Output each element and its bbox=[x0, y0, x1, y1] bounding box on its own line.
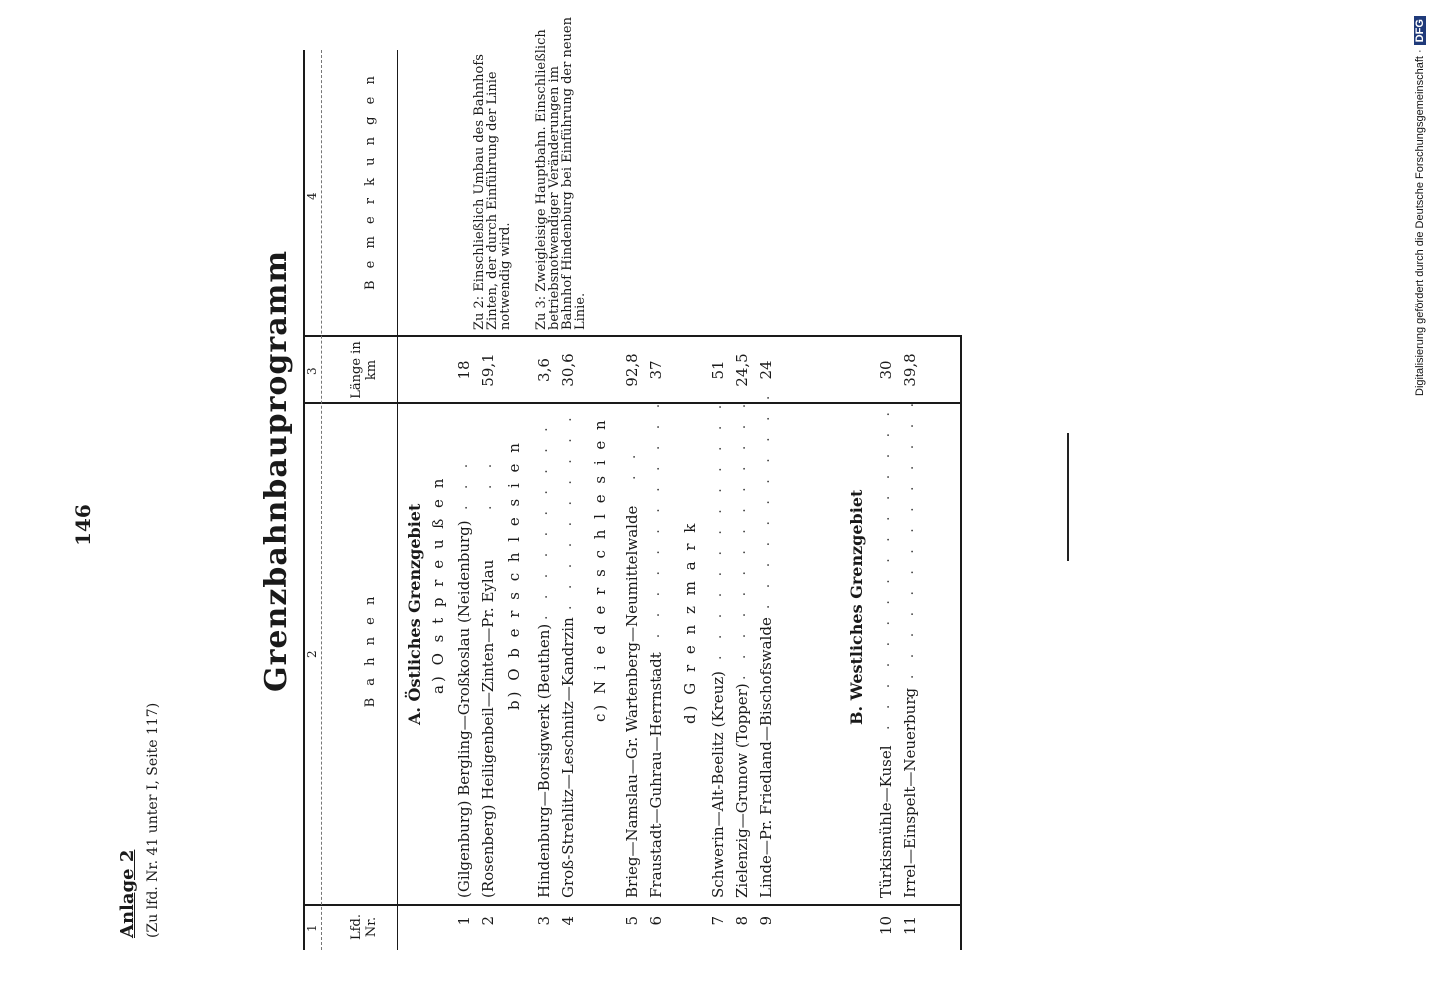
row-4-nr: 4 bbox=[559, 916, 577, 926]
row-2-nr: 2 bbox=[479, 916, 497, 926]
row-7-nr: 7 bbox=[709, 916, 727, 926]
row-5-nr: 5 bbox=[623, 916, 641, 926]
column-divider-1 bbox=[303, 904, 962, 906]
row-5-dots: . . bbox=[623, 448, 639, 480]
row-1-bahn: (Gilgenburg) Bergling—Großkoslau (Neidenburg) bbox=[455, 520, 473, 898]
anlage-reference: (Zu lfd. Nr. 41 unter I, Seite 117) bbox=[145, 702, 161, 938]
section-b-heading: B. Westliches Grenzgebiet bbox=[847, 489, 866, 725]
row-6-nr: 6 bbox=[647, 916, 665, 926]
row-9-km: 24 bbox=[757, 360, 775, 380]
dfg-sidebar-text bbox=[1414, 6, 1426, 396]
page-title: Grenzbahnbauprogramm bbox=[259, 249, 294, 692]
table-header-rule bbox=[397, 50, 398, 950]
column-number-2: 2 bbox=[305, 650, 319, 658]
dfg-credit: Digitalisierung gefördert durch die Deutsche Forschungsgemeinschaft · bbox=[1414, 49, 1426, 396]
row-10-dots: . . . . . . . . . . . . . . . . bbox=[877, 406, 893, 730]
column-number-4: 4 bbox=[305, 192, 319, 200]
column-number-1: 1 bbox=[305, 924, 319, 932]
dfg-sidebar bbox=[1414, 6, 1430, 396]
table-top-rule bbox=[303, 50, 305, 950]
row-7-km: 51 bbox=[709, 360, 727, 380]
row-4-dots: . . . . . . . . . . bbox=[559, 411, 575, 610]
row-6-bahn: Fraustadt—Guhrau—Herrnstadt bbox=[647, 652, 665, 898]
row-6-km: 37 bbox=[647, 360, 665, 380]
row-5-bahn: Brieg—Namslau—Gr. Wartenberg—Neumittelwalde bbox=[623, 505, 641, 898]
anlage-title: Anlage 2 bbox=[117, 849, 138, 938]
row-7-dots: . . . . . . . . . . . . . bbox=[709, 398, 725, 660]
row-8-km: 24,5 bbox=[733, 353, 751, 387]
document-page bbox=[67, 17, 1067, 950]
row-3-nr: 3 bbox=[535, 916, 553, 926]
row-1-dots: . . . bbox=[455, 457, 471, 510]
row-1-nr: 1 bbox=[455, 916, 473, 926]
remark-row-3: Zu 3: Zweigleisige Hauptbahn. Einschließlich betriebsnotwendiger Veränderungen im Bahnhof Hindenburg bei Einführung der neuen Linie. bbox=[534, 17, 588, 330]
table-bottom-rule bbox=[960, 335, 962, 950]
header-laenge: Länge in km bbox=[349, 341, 379, 399]
row-11-nr: 11 bbox=[901, 916, 919, 936]
row-1-km: 18 bbox=[455, 360, 473, 380]
header-bahnen: B a h n e n bbox=[363, 592, 378, 708]
row-3-dots: . . . . . . . . . . bbox=[535, 421, 551, 620]
row-6-dots: . . . . . . . . . . . . . . bbox=[647, 397, 663, 680]
section-a-heading: A. Östliches Grenzgebiet bbox=[405, 503, 424, 725]
row-8-dots: . . . . . . . . . . . . . . bbox=[733, 397, 749, 680]
row-9-nr: 9 bbox=[757, 916, 775, 926]
subsection-grenzmark: d) G r e n z m a r k bbox=[681, 520, 699, 724]
row-11-dots: . . . . . . . . . . . . . . . bbox=[901, 396, 917, 700]
row-5-km: 92,8 bbox=[623, 353, 641, 387]
row-7-bahn: Schwerin—Alt-Beelitz (Kreuz) bbox=[709, 671, 727, 898]
subsection-oberschlesien: b) O b e r s c h l e s i e n bbox=[505, 440, 523, 710]
row-10-km: 30 bbox=[877, 360, 895, 380]
subsection-niederschlesien: c) N i e d e r s c h l e s i e n bbox=[591, 417, 609, 722]
row-10-bahn: Türkismühle—Kusel bbox=[877, 745, 895, 898]
row-8-bahn: Zielenzig—Grunow (Topper) bbox=[733, 683, 751, 898]
column-number-rule bbox=[321, 50, 322, 950]
separator-rule bbox=[1067, 433, 1069, 561]
row-2-bahn: (Rosenberg) Heiligenbeil—Zinten—Pr. Eylau bbox=[479, 559, 497, 898]
row-4-bahn: Groß-Strehlitz—Leschnitz—Kandrzin bbox=[559, 617, 577, 898]
row-3-km: 3,6 bbox=[535, 358, 553, 382]
header-bemerkungen: B e m e r k u n g e n bbox=[363, 72, 378, 290]
column-number-3: 3 bbox=[305, 367, 319, 375]
remark-row-2: Zu 2: Einschließlich Umbau des Bahnhofs Zinten, der durch Einführung der Linie notwendig wird. bbox=[472, 54, 513, 330]
row-8-nr: 8 bbox=[733, 916, 751, 926]
page-number: 146 bbox=[71, 504, 95, 546]
subsection-ostpreussen: a) O s t p r e u ß e n bbox=[429, 475, 447, 694]
row-10-nr: 10 bbox=[877, 916, 895, 936]
row-4-km: 30,6 bbox=[559, 353, 577, 387]
row-9-bahn: Linde—Pr. Friedland—Bischofswalde bbox=[757, 617, 775, 898]
row-9-dots: . . . . . . . . . . . . bbox=[757, 389, 773, 630]
header-lfd-nr: Lfd. Nr. bbox=[349, 914, 379, 940]
dfg-logo-icon: DFG bbox=[1414, 16, 1426, 45]
row-2-km: 59,1 bbox=[479, 353, 497, 387]
row-11-km: 39,8 bbox=[901, 353, 919, 387]
row-2-dots: . . . bbox=[479, 457, 495, 510]
row-11-bahn: Irrel—Einspelt—Neuerburg bbox=[901, 687, 919, 898]
row-3-bahn: Hindenburg—Borsigwerk (Beuthen) bbox=[535, 623, 553, 898]
